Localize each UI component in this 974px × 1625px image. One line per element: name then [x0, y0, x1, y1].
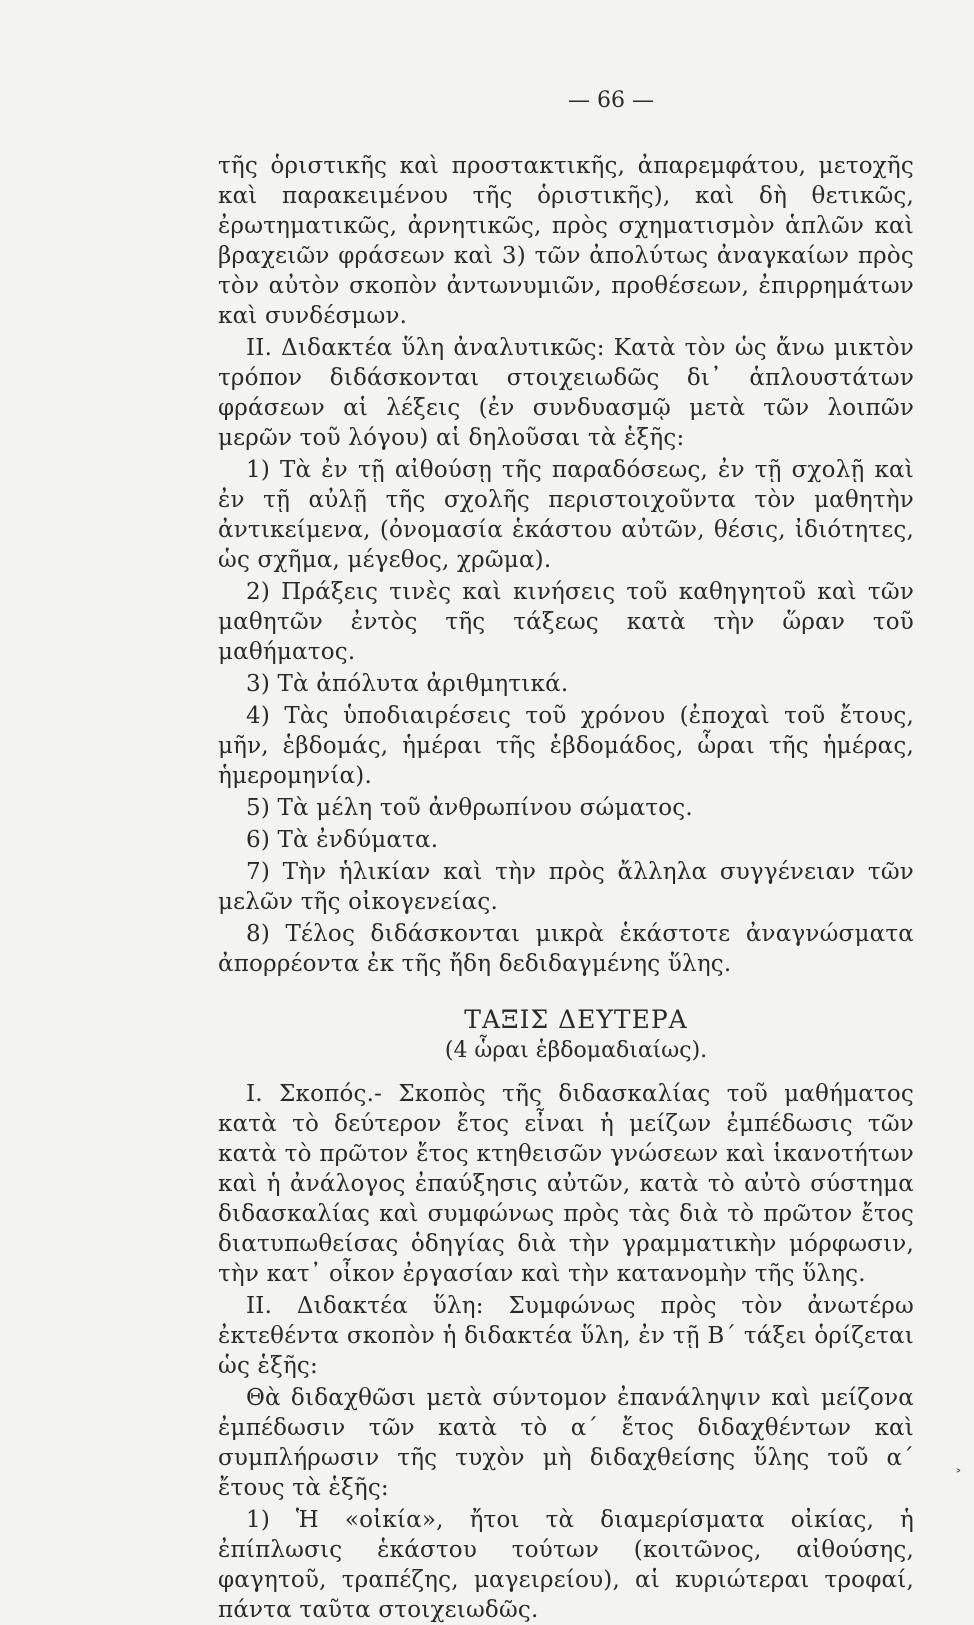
- section-subheading: (4 ὧραι ἑβδομαδιαίως).: [444, 1038, 708, 1063]
- paragraph-material: ΙΙ. Διδακτέα ὕλη: Συμφώνως πρὸς τὸν ἀνωτέρω ἐκτεθέντα σκοπὸν ἡ διδακτέα ὕλη, ἐν τῇ Β´ τάξει ὁρίζεται ὡς ἑξῆς:: [218, 1293, 914, 1379]
- list-item: 7) Τὴν ἡλικίαν καὶ τὴν πρὸς ἄλληλα συγγένειαν τῶν μελῶν τῆς οἰκογενείας.: [218, 859, 914, 915]
- paragraph-material-intro: ΙΙ. Διδακτέα ὕλη ἀναλυτικῶς: Κατὰ τὸν ὡς ἄνω μικτὸν τρόπον διδάσκονται στοιχειωδῶς δι᾽ ἁπλουστάτων φράσεων αἱ λέξεις (ἐν συνδυασμῷ μετὰ τῶν λοιπῶν μερῶν τοῦ λόγου) αἱ δηλοῦσαι τὰ ἑξῆς:: [218, 335, 914, 451]
- margin-mark: ˃: [955, 1468, 962, 1484]
- page-number: — 66 —: [568, 88, 654, 113]
- paragraph-continuation: τῆς ὁριστικῆς καὶ προστακτικῆς, ἀπαρεμφάτου, μετοχῆς καὶ παρακειμένου τῆς ὁριστικῆς), καὶ δὴ θετικῶς, ἐρωτηματικῶς, ἀρνητικῶς, πρὸς σχηματισμὸν ἁπλῶν καὶ βραχειῶν φράσεων καὶ 3) τῶν ἀπολύτως ἀναγκαίων πρὸς τὸν αὐτὸν σκοπὸν ἀντωνυμιῶν, προθέσεων, ἐπιρρημάτων καὶ συνδέσμων.: [218, 153, 914, 329]
- paragraph-aim: Ι. Σκοπός.- Σκοπὸς τῆς διδασκαλίας τοῦ μαθήματος κατὰ τὸ δεύτερον ἔτος εἶναι ἡ μείζων ἐμπέδωσις τῶν κατὰ τὸ πρῶτον ἔτος κτηθεισῶν γνώσεων καὶ ἱκανοτήτων καὶ ἡ ἀνάλογος ἐπαύξησις αὐτῶν, κατὰ τὸ αὐτὸ σύστημα διδασκαλίας καὶ συμφώνως πρὸς τὰς διὰ τὸ πρῶτον ἔτος διατυπωθείσας ὁδηγίας διὰ τὴν γραμματικὴν μόρφωσιν, τὴν κατ᾽ οἶκον ἐργασίαν καὶ τὴν κατανομὴν τῆς ὕλης.: [218, 1081, 914, 1287]
- list-item: 1) Ἡ «οἰκία», ἤτοι τὰ διαμερίσματα οἰκίας, ἡ ἐπίπλωσις ἑκάστου τούτων (κοιτῶνος, αἰθούσης, φαγητοῦ, τραπέζης, μαγειρείου), αἱ κυριώτεραι τροφαί, πάντα ταῦτα στοιχειωδῶς.: [218, 1507, 914, 1623]
- list-item: 1) Τὰ ἐν τῇ αἰθούσῃ τῆς παραδόσεως, ἐν τῇ σχολῇ καὶ ἐν τῇ αὐλῇ τῆς σχολῆς περιστοιχοῦντα τὸν μαθητὴν ἀντικείμενα, (ὀνομασία ἑκάστου αὐτῶν, θέσις, ἰδιότητες, ὡς σχῆμα, μέγεθος, χρῶμα).: [218, 457, 914, 573]
- section-heading: ΤΑΞΙΣ ΔΕΥΤΕΡΑ: [464, 1005, 688, 1034]
- list-item: 3) Τὰ ἀπόλυτα ἀριθμητικά.: [246, 671, 569, 697]
- paragraph-taught: Θὰ διδαχθῶσι μετὰ σύντομον ἐπανάληψιν καὶ μείζονα ἐμπέδωσιν τῶν κατὰ τὸ α´ ἔτος διδαχθέντων καὶ συμπλήρωσιν τῆς τυχὸν μὴ διδαχθείσης ὕλης τοῦ α´ ἔτους τὰ ἑξῆς:: [218, 1385, 914, 1501]
- list-item: 4) Τὰς ὑποδιαιρέσεις τοῦ χρόνου (ἐποχαὶ τοῦ ἔτους, μῆν, ἑβδομάς, ἡμέραι τῆς ἑβδομάδος, ὧραι τῆς ἡμέρας, ἡμερομηνία).: [218, 703, 914, 789]
- list-item: 2) Πράξεις τινὲς καὶ κινήσεις τοῦ καθηγητοῦ καὶ τῶν μαθητῶν ἐντὸς τῆς τάξεως κατὰ τὴν ὥραν τοῦ μαθήματος.: [218, 579, 914, 665]
- list-item: 6) Τὰ ἐνδύματα.: [246, 827, 439, 853]
- list-item: 5) Τὰ μέλη τοῦ ἀνθρωπίνου σώματος.: [246, 795, 693, 821]
- list-item: 8) Τέλος διδάσκονται μικρὰ ἑκάστοτε ἀναγνώσματα ἀπορρέοντα ἐκ τῆς ἤδη δεδιδαγμένης ὕλης.: [218, 921, 914, 977]
